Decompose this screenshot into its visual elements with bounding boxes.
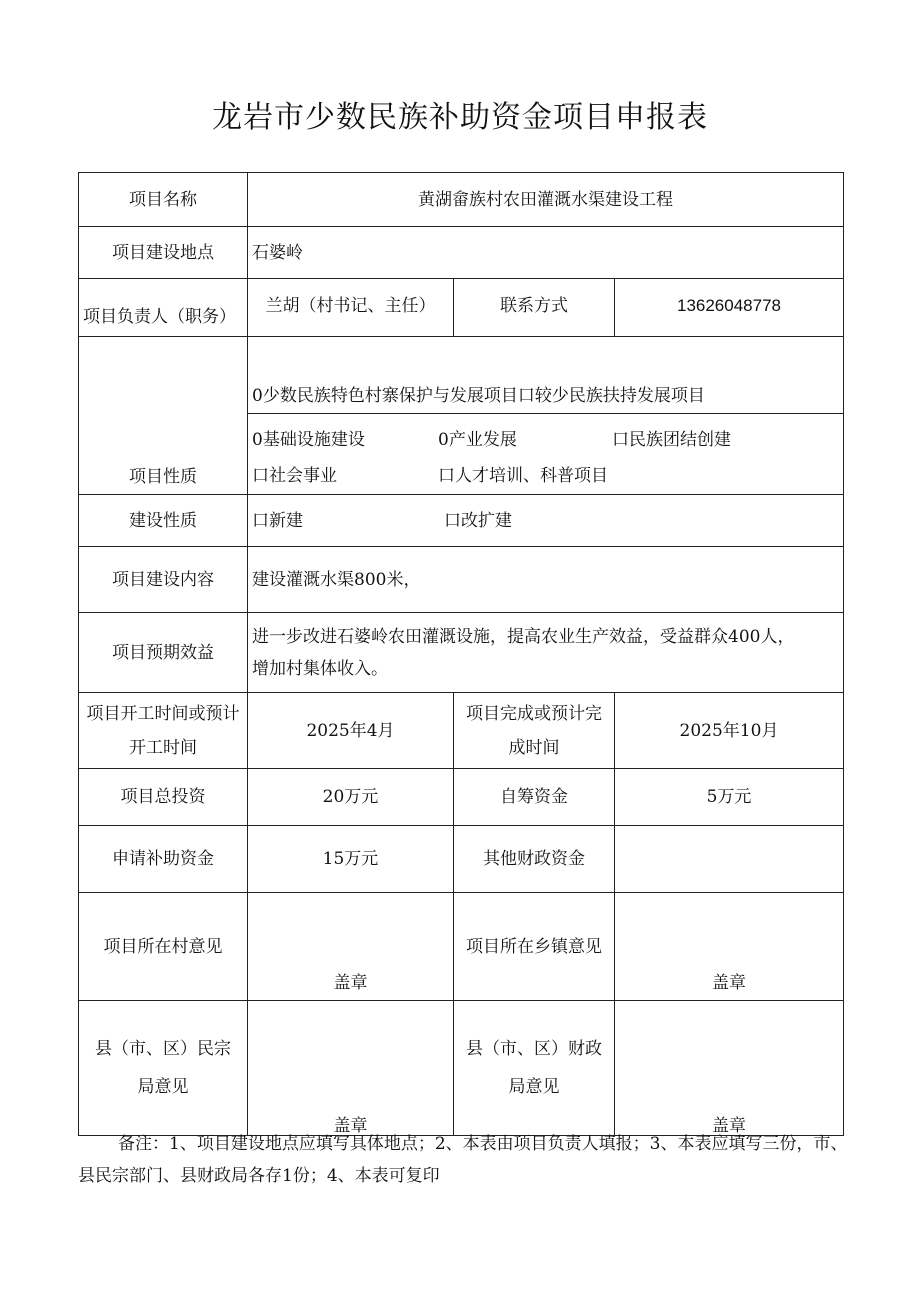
leader-value[interactable]: 兰胡（村书记、主任） [248, 279, 454, 337]
row-benefit [79, 613, 844, 693]
build-type-label: 建设性质 [79, 495, 248, 547]
benefit-label: 项目预期效益 [79, 613, 248, 693]
application-form-table [78, 172, 844, 1136]
row-nature-top [79, 337, 844, 414]
content-value[interactable]: 建设灌溉水渠800米， [248, 547, 844, 613]
subsidy-value[interactable]: 15万元 [248, 826, 454, 893]
town-seal-label: 盖章 [712, 973, 746, 993]
row-schedule [79, 693, 844, 769]
row-county-opinion [79, 1001, 844, 1136]
nature-line-1[interactable]: 0少数民族特色村寨保护与发展项目口较少民族扶持发展项目 [248, 337, 844, 414]
self-funding-value[interactable]: 5万元 [615, 769, 844, 826]
nature-label: 项目性质 [79, 337, 248, 495]
nature-options [248, 414, 844, 495]
page-title: 龙岩市少数民族补助资金项目申报表 [212, 100, 708, 135]
option-infrastructure[interactable]: 0基础设施建设 [252, 430, 365, 450]
town-opinion-box[interactable] [615, 893, 844, 1001]
option-new-build[interactable]: 口新建 [252, 510, 303, 531]
total-investment-label: 项目总投资 [79, 769, 248, 826]
location-label: 项目建设地点 [79, 227, 248, 279]
option-training[interactable]: 口人才培训、科普项目 [438, 466, 608, 486]
location-value[interactable]: 石婆岭 [248, 227, 844, 279]
subsidy-label: 申请补助资金 [79, 826, 248, 893]
contact-label: 联系方式 [454, 279, 615, 337]
content-label: 项目建设内容 [79, 547, 248, 613]
contact-value[interactable]: 13626048778 [615, 279, 844, 337]
footnote: 备注：1、项目建设地点应填写具体地点；2、本表由项目负责人填报；3、本表应填写三份，市、县民宗部门、县财政局各存1份；4、本表可复印 [78, 1134, 848, 1186]
ethnic-bureau-opinion-box[interactable] [248, 1001, 454, 1136]
option-industry[interactable]: 0产业发展 [438, 430, 517, 450]
finance-bureau-seal-label: 盖章 [712, 1116, 746, 1136]
build-type-options [248, 495, 844, 547]
total-investment-value[interactable]: 20万元 [248, 769, 454, 826]
row-subsidy [79, 826, 844, 893]
finance-bureau-opinion-box[interactable] [615, 1001, 844, 1136]
option-social[interactable]: 口社会事业 [252, 466, 337, 486]
end-time-value[interactable]: 2025年10月 [615, 693, 844, 769]
row-build-type [79, 495, 844, 547]
row-investment [79, 769, 844, 826]
end-time-label: 项目完成或预计完 成时间 [454, 693, 615, 769]
other-funding-label: 其他财政资金 [454, 826, 615, 893]
option-renovation[interactable]: 口改扩建 [444, 510, 512, 531]
row-leader [79, 279, 844, 337]
village-opinion-label: 项目所在村意见 [79, 893, 248, 1001]
project-name-label: 项目名称 [79, 173, 248, 227]
row-location [79, 227, 844, 279]
finance-bureau-label: 县（市、区）财政 局意见 [454, 1001, 615, 1136]
project-name-value[interactable]: 黄湖畲族村农田灌溉水渠建设工程 [248, 173, 844, 227]
benefit-line-1: 进一步改进石婆岭农田灌溉设施，提高农业生产效益，受益群众400人， [252, 626, 795, 647]
village-opinion-box[interactable] [248, 893, 454, 1001]
benefit-line-2: 增加村集体收入。 [252, 658, 388, 679]
row-village-opinion [79, 893, 844, 1001]
ethnic-bureau-label: 县（市、区）民宗 局意见 [79, 1001, 248, 1136]
nature-options-row-2 [252, 422, 839, 458]
start-time-value[interactable]: 2025年4月 [248, 693, 454, 769]
town-opinion-label: 项目所在乡镇意见 [454, 893, 615, 1001]
benefit-value[interactable] [248, 613, 844, 693]
leader-label: 项目负责人（职务） [79, 279, 248, 337]
self-funding-label: 自筹资金 [454, 769, 615, 826]
ethnic-bureau-seal-label: 盖章 [333, 1116, 368, 1136]
other-funding-value[interactable] [615, 826, 844, 893]
option-ethnic-unity[interactable]: 口民族团结创建 [612, 430, 731, 450]
row-project-name [79, 173, 844, 227]
nature-options-row-3 [252, 458, 839, 494]
row-content [79, 547, 844, 613]
village-seal-label: 盖章 [333, 973, 368, 993]
start-time-label: 项目开工时间或预计 开工时间 [79, 693, 248, 769]
